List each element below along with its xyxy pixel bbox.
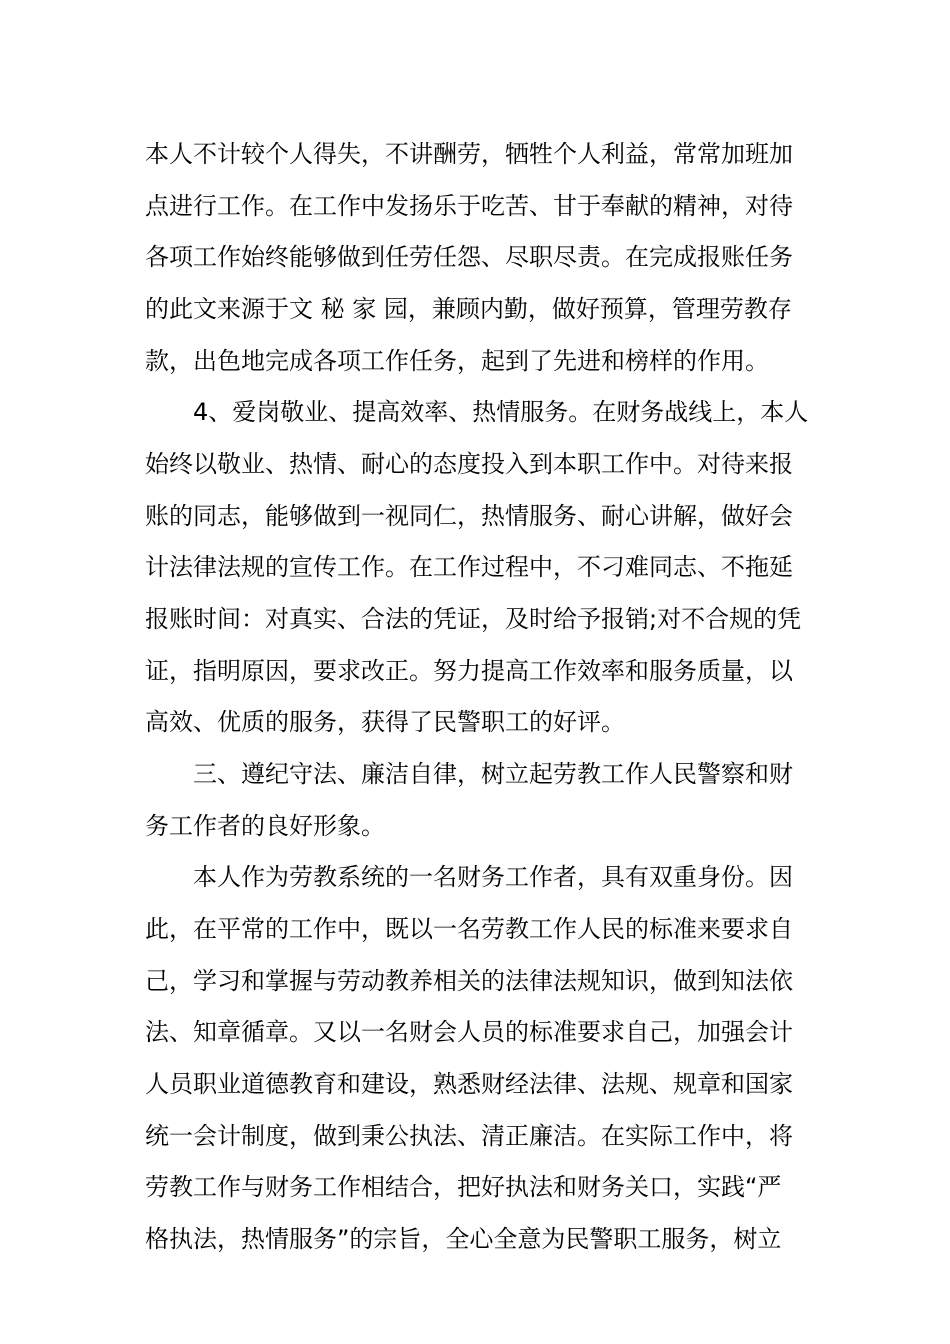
- text-line: 人员职业道德教育和建设，熟悉财经法律、法规、规章和国家: [145, 1070, 793, 1098]
- text-line: 报账时间：对真实、合法的凭证，及时给予报销;对不合规的凭: [145, 605, 802, 633]
- paragraph-first-line: 本人作为劳教系统的一名财务工作者，具有双重身份。因: [193, 863, 793, 891]
- paragraph-first-line: 4、爱岗敬业、提高效率、热情服务。在财务战线上，本人: [193, 398, 809, 426]
- text-line: 格执法，热情服务”的宗旨，全心全意为民警职工服务，树立: [145, 1225, 782, 1253]
- section-heading-line: 务工作者的良好形象。: [145, 812, 385, 840]
- section-heading-line: 三、遵纪守法、廉洁自律，树立起劳教工作人民警察和财: [193, 760, 793, 788]
- text-line: 的此文来源于文 秘 家 园，兼顾内勤，做好预算，管理劳教存: [145, 295, 792, 323]
- text-line: 各项工作始终能够做到任劳任怨、尽职尽责。在完成报账任务: [145, 243, 793, 271]
- text-line: 证，指明原因，要求改正。努力提高工作效率和服务质量，以: [145, 657, 793, 685]
- text-line: 账的同志，能够做到一视同仁，热情服务、耐心讲解，做好会: [145, 502, 793, 530]
- text-line: 己，学习和掌握与劳动教养相关的法律法规知识，做到知法依: [145, 967, 793, 995]
- text-line: 劳教工作与财务工作相结合，把好执法和财务关口，实践“严: [145, 1173, 782, 1201]
- text-line: 法、知章循章。又以一名财会人员的标准要求自己，加强会计: [145, 1018, 793, 1046]
- text-line: 款，出色地完成各项工作任务，起到了先进和榜样的作用。: [145, 347, 769, 375]
- text-line: 计法律法规的宣传工作。在工作过程中，不刁难同志、不拖延: [145, 553, 793, 581]
- text-line: 始终以敬业、热情、耐心的态度投入到本职工作中。对待来报: [145, 450, 793, 478]
- text-line: 本人不计较个人得失，不讲酬劳，牺牲个人利益，常常加班加: [145, 140, 793, 168]
- text-line: 点进行工作。在工作中发扬乐于吃苦、甘于奉献的精神，对待: [145, 192, 793, 220]
- text-line: 高效、优质的服务，获得了民警职工的好评。: [145, 708, 625, 736]
- text-line: 统一会计制度，做到秉公执法、清正廉洁。在实际工作中，将: [145, 1122, 793, 1150]
- text-line: 此，在平常的工作中，既以一名劳教工作人民的标准来要求自: [145, 915, 793, 943]
